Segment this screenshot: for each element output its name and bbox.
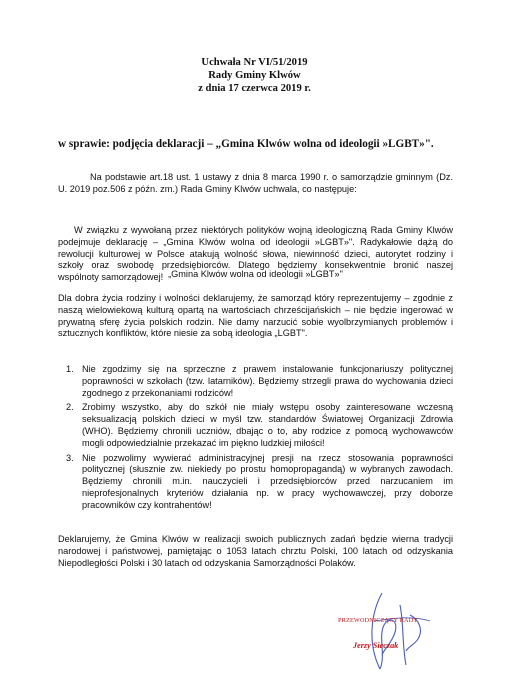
list-item-text: Zrobimy wszystko, aby do szkół nie miały wstępu osoby zainteresowane wczesną seksualizacją polskich dzieci w myśl tzw. standardów Światowej Organizacji Zdrowia (WHO). Będziemy chronili uczniów, dbając o to, aby rodzice z pomocą wychowawców mogli odpowiedzialnie przekazać im piękno ludzkiej miłości! [82,402,453,448]
handwritten-signature [360,585,450,675]
stamp-title: PRZEWODNICZĄCY RADY [338,617,419,624]
legal-basis-paragraph: Na podstawie art.18 ust. 1 ustawy z dnia 8 marca 1990 r. o samorządzie gminnym (Dz. U. 2019 poz.506 z późn. zm.) Rada Gminy Klwów uchwala, co następuje: [58,172,453,194]
list-item-number: 3. [66,452,74,463]
list-item-number: 1. [66,364,74,374]
list-item [58,453,453,512]
resolution-subject: w sprawie: podjęcia deklaracji – „Gmina Klwów wolna od ideologii »LGBT»". [58,138,434,150]
list-item [58,364,453,399]
intro-paragraph: W związku z wywołaną przez niektórych polityków wojną ideologiczną Rada Gminy Klwów podejmuje deklarację – „Gmina Klwów wolna od ideologii »LGBT»". Radykałowie dążą do rewolucji kulturowej w Polsce atakują wolność słowa, niewinność dzieci, autorytet rodziny i szkoły oraz swobodę przedsiębiorców. Dlatego będziemy konsekwentnie bronić naszej wspólnoty samorządowej! [58,225,453,283]
list-item-number: 2. [66,402,74,413]
declaration-paragraph: Dla dobra życia rodziny i wolności deklarujemy, że samorząd który reprezentujemy – zgodnie z naszą wielowiekową kulturą opartą na wartościach chrześcijańskich – nie będzie ingerować w prywatną sferę życia polskich rodzin. Nie damy narzucić sobie wyolbrzymianych problemów i sztucznych konfliktów, które niesie za sobą ideologia „LGBT". [58,293,453,339]
commitments-list [58,364,453,515]
list-item-text: Nie zgodzimy się na sprzeczne z prawem instalowanie funkcjonariuszy politycznej poprawności w szkołach (tzw. latarników). Będziemy strzegli prawa do wychowania dzieci zgodnego z przekonaniami rodziców! [82,364,453,398]
council-name: Rady Gminy Klwów [208,70,301,81]
stamp-name: Jerzy Sieczak [353,641,399,650]
resolution-date: z dnia 17 czerwca 2019 r. [198,83,311,94]
list-item [58,402,453,449]
closing-paragraph: Deklarujemy, że Gmina Klwów w realizacji swoich publicznych zadań będzie wierna tradycji narodowej i państwowej, pamiętając o 1053 latach chrztu Polski, 100 latach od odzyskania Niepodległości Polski i 30 latach od odzyskania Samorządności Polaków. [58,534,453,568]
list-item-text: Nie pozwolimy wywierać administracyjnej presji na rzecz stosowania poprawności politycznej (słusznie zw. niekiedy po prostu homopropagandą) w wybranych zawodach. Będziemy chronili m.in. nauczycieli i przedsiębiorców przed narzucaniem im nieprofesjonalnych kryteriów działania np. w pracy wychowawczej, przy doborze pracowników czy kontrahentów! [82,452,453,510]
declaration-title: „Gmina Klwów wolna od ideologii »LGBT»" [168,269,343,279]
resolution-number: Uchwała Nr VI/51/2019 [201,57,308,68]
